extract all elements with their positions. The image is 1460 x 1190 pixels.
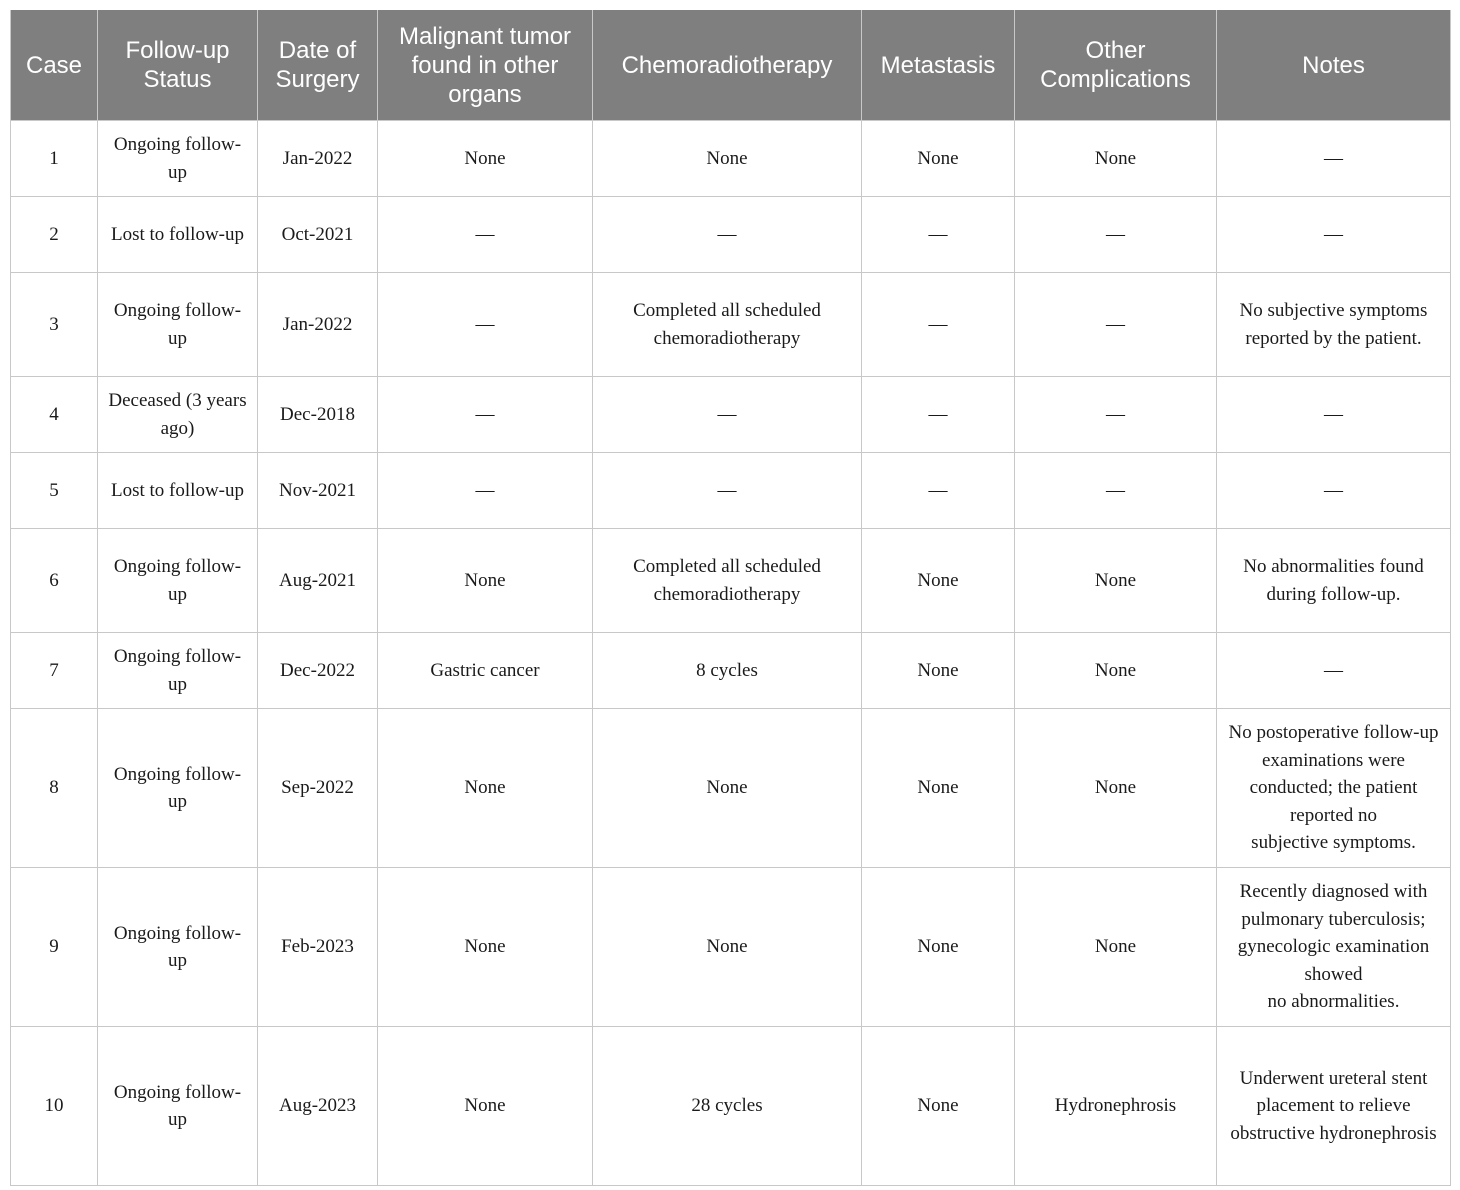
cell-metastasis: None (862, 1027, 1015, 1186)
cell-complications: — (1015, 273, 1217, 377)
cell-status: Deceased (3 years ago) (98, 377, 258, 453)
cell-date: Oct-2021 (258, 197, 378, 273)
cell-complications: — (1015, 453, 1217, 529)
cell-notes: — (1217, 633, 1451, 709)
cell-date: Jan-2022 (258, 121, 378, 197)
cell-malignant: — (378, 273, 593, 377)
follow-up-table (10, 10, 1451, 1186)
table-row (11, 1027, 1451, 1186)
cell-complications: None (1015, 529, 1217, 633)
cell-complications: None (1015, 121, 1217, 197)
cell-notes: No abnormalities found during follow-up. (1217, 529, 1451, 633)
cell-malignant: None (378, 529, 593, 633)
header-case: Case (11, 10, 98, 121)
header-chemoradiotherapy: Chemoradiotherapy (593, 10, 862, 121)
cell-chemo: — (593, 453, 862, 529)
cell-case: 10 (11, 1027, 98, 1186)
cell-notes: — (1217, 453, 1451, 529)
table-row (11, 453, 1451, 529)
cell-metastasis: — (862, 197, 1015, 273)
header-follow-up-status: Follow-up Status (98, 10, 258, 121)
cell-malignant: — (378, 377, 593, 453)
cell-case: 7 (11, 633, 98, 709)
cell-chemo: Completed all scheduled chemoradiotherapy (593, 529, 862, 633)
cell-case: 9 (11, 868, 98, 1027)
cell-date: Dec-2018 (258, 377, 378, 453)
cell-status: Ongoing follow-up (98, 633, 258, 709)
cell-notes: No postoperative follow-up examinations were conducted; the patient reported no subjective symptoms. (1217, 709, 1451, 868)
cell-case: 3 (11, 273, 98, 377)
cell-chemo: None (593, 709, 862, 868)
cell-metastasis: None (862, 709, 1015, 868)
cell-malignant: None (378, 121, 593, 197)
table-row (11, 709, 1451, 868)
cell-metastasis: — (862, 453, 1015, 529)
cell-metastasis: None (862, 121, 1015, 197)
table-row (11, 868, 1451, 1027)
cell-notes: Underwent ureteral stent placement to relieve obstructive hydronephrosis (1217, 1027, 1451, 1186)
cell-date: Dec-2022 (258, 633, 378, 709)
cell-date: Aug-2021 (258, 529, 378, 633)
table-row (11, 377, 1451, 453)
cell-malignant: Gastric cancer (378, 633, 593, 709)
cell-metastasis: — (862, 377, 1015, 453)
table-row (11, 273, 1451, 377)
cell-case: 1 (11, 121, 98, 197)
cell-status: Ongoing follow-up (98, 1027, 258, 1186)
cell-malignant: None (378, 709, 593, 868)
cell-malignant: None (378, 868, 593, 1027)
cell-metastasis: None (862, 529, 1015, 633)
cell-complications: — (1015, 377, 1217, 453)
cell-malignant: — (378, 453, 593, 529)
cell-metastasis: — (862, 273, 1015, 377)
header-notes: Notes (1217, 10, 1451, 121)
cell-notes: — (1217, 197, 1451, 273)
cell-status: Ongoing follow-up (98, 121, 258, 197)
cell-chemo: 8 cycles (593, 633, 862, 709)
header-other-complications: Other Complications (1015, 10, 1217, 121)
cell-status: Lost to follow-up (98, 453, 258, 529)
table-header (11, 10, 1451, 121)
table-row (11, 121, 1451, 197)
cell-date: Sep-2022 (258, 709, 378, 868)
cell-chemo: None (593, 868, 862, 1027)
header-row (11, 10, 1451, 121)
cell-metastasis: None (862, 633, 1015, 709)
cell-status: Ongoing follow-up (98, 868, 258, 1027)
cell-chemo: — (593, 197, 862, 273)
cell-chemo: 28 cycles (593, 1027, 862, 1186)
cell-chemo: — (593, 377, 862, 453)
cell-malignant: None (378, 1027, 593, 1186)
cell-status: Ongoing follow-up (98, 709, 258, 868)
cell-complications: None (1015, 633, 1217, 709)
cell-chemo: None (593, 121, 862, 197)
cell-status: Ongoing follow-up (98, 529, 258, 633)
cell-notes: — (1217, 377, 1451, 453)
cell-complications: None (1015, 868, 1217, 1027)
table-body (11, 121, 1451, 1186)
cell-metastasis: None (862, 868, 1015, 1027)
table-row (11, 197, 1451, 273)
cell-status: Lost to follow-up (98, 197, 258, 273)
cell-chemo: Completed all scheduled chemoradiotherapy (593, 273, 862, 377)
cell-complications: None (1015, 709, 1217, 868)
table-row (11, 633, 1451, 709)
cell-case: 2 (11, 197, 98, 273)
cell-case: 8 (11, 709, 98, 868)
header-date-of-surgery: Date of Surgery (258, 10, 378, 121)
cell-notes: — (1217, 121, 1451, 197)
cell-status: Ongoing follow-up (98, 273, 258, 377)
cell-complications: — (1015, 197, 1217, 273)
cell-malignant: — (378, 197, 593, 273)
cell-case: 4 (11, 377, 98, 453)
cell-case: 6 (11, 529, 98, 633)
cell-date: Jan-2022 (258, 273, 378, 377)
header-malignant-tumor: Malignant tumor found in other organs (378, 10, 593, 121)
cell-case: 5 (11, 453, 98, 529)
cell-notes: No subjective symptoms reported by the patient. (1217, 273, 1451, 377)
cell-notes: Recently diagnosed with pulmonary tuberculosis; gynecologic examination showed no abnormalities. (1217, 868, 1451, 1027)
table-row (11, 529, 1451, 633)
cell-date: Nov-2021 (258, 453, 378, 529)
cell-complications: Hydronephrosis (1015, 1027, 1217, 1186)
cell-date: Feb-2023 (258, 868, 378, 1027)
header-metastasis: Metastasis (862, 10, 1015, 121)
cell-date: Aug-2023 (258, 1027, 378, 1186)
